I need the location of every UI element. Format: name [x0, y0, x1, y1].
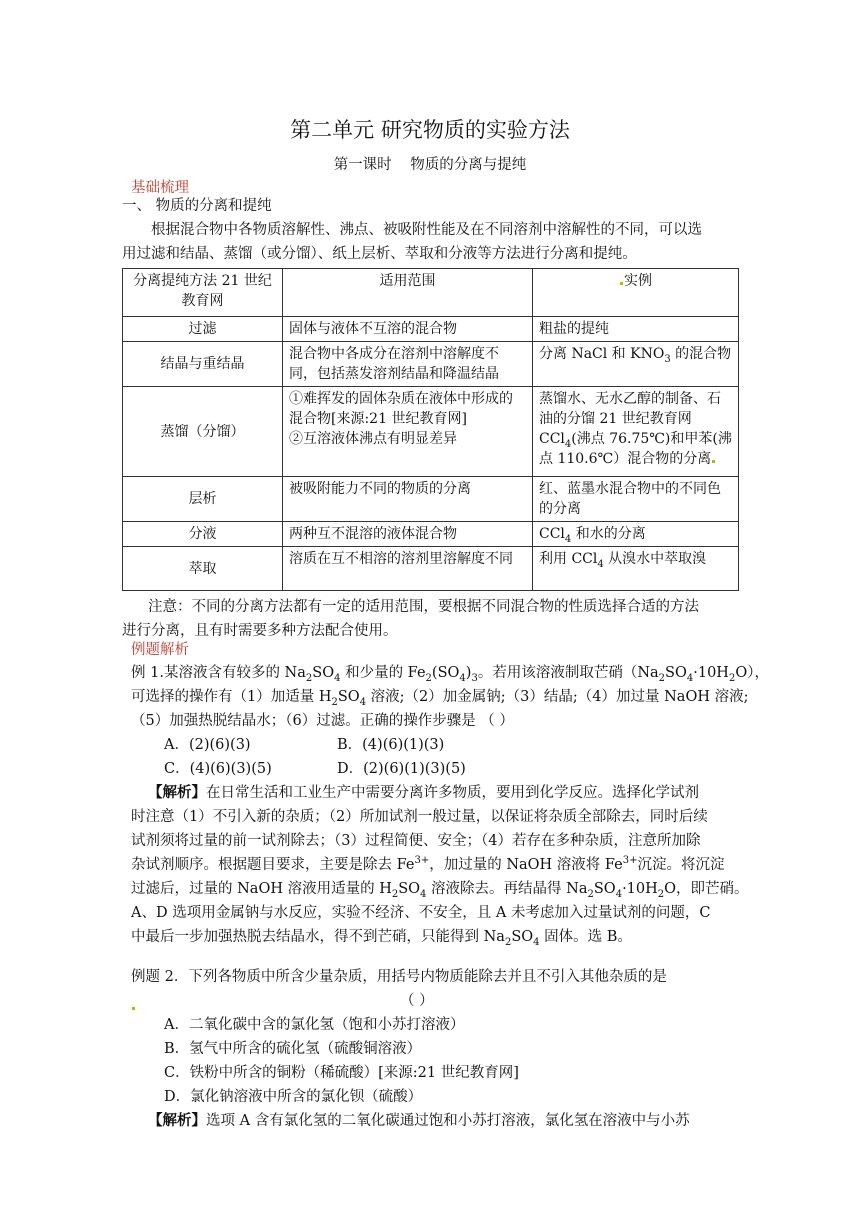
scope-cell: 两种互不混溶的液体混合物 [283, 522, 533, 547]
section-heading-examples: 例题解析 [131, 642, 189, 658]
table-row [123, 317, 739, 342]
table-row [123, 387, 739, 477]
page-subtitle: 第一课时 物质的分离与提纯 [333, 157, 527, 173]
marker-dot [712, 460, 715, 463]
table-header-example: 实例 [533, 269, 739, 317]
method-cell: 过滤 [123, 317, 283, 342]
example2-analysis-line: 【解析】选项 A 含有氯化氢的二氧化碳通过饱和小苏打溶液，氯化氢在溶液中与小苏 [148, 1112, 690, 1129]
marker-dot [131, 995, 136, 1014]
example1-analysis-line: 【解析】在日常生活和工业生产中需要分离许多物质，要用到化学反应。选择化学试剂 [148, 784, 699, 801]
table-header-row [123, 269, 739, 317]
method-cell: 分液 [123, 522, 283, 547]
example1-analysis-line: 杂试剂顺序。根据题目要求，主要是除去 $Fe^{3+}$，加过量的 NaOH 溶液将 $Fe^{3+}$沉淀。将沉淀 [131, 855, 725, 873]
example2-option-d: D．氯化钠溶液中所含的氯化钡（硫酸） [164, 1089, 423, 1105]
section-heading-basics: 基础梳理 [131, 180, 189, 196]
example1-question-line: 可选择的操作有（1）加适量 $H_2SO_4$ 溶液;（2）加金属钠;（3）结晶;（4）加过量 NaOH 溶液; [131, 689, 749, 708]
example1-analysis-line: 时注意（1）不引入新的杂质；（2）所加试剂一般过量，以保证将杂质全部除去，同时后续 [131, 809, 708, 825]
separation-methods-table [122, 268, 739, 591]
example-cell: 分离 NaCl 和 $KNO_3$ 的混合物 [533, 342, 739, 387]
example1-question-line: （5）加强热脱结晶水；（6）过滤。正确的操作步骤是 （ ） [131, 713, 514, 729]
note-line: 注意：不同的分离方法都有一定的适用范围，要根据不同混合物的性质选择合适的方法 [148, 599, 699, 615]
table-row [123, 342, 739, 387]
example2-answer-paren: （ ） [400, 993, 434, 1009]
example1-option-b: B．(4)(6)(1)(3) [337, 737, 445, 753]
example2-option-a: A．二氧化碳中含的氯化氢（饱和小苏打溶液） [164, 1017, 465, 1033]
note-line: 进行分离，且有时需要多种方法配合使用。 [122, 623, 398, 639]
intro-paragraph-line: 根据混合物中各物质溶解性、沸点、被吸附性能及在不同溶剂中溶解性的不同，可以选 [151, 222, 702, 238]
heading-separation: 一、 物质的分离和提纯 [122, 198, 272, 214]
marker-dot [620, 282, 623, 285]
example1-analysis-line: A、D 选项用金属钠与水反应，实验不经济、不安全，且 A 未考虑加入过量试剂的问题，C [131, 905, 711, 921]
example1-option-c: C．(4)(6)(3)(5) [164, 761, 272, 777]
table-header-method: 分离提纯方法 21 世纪教育网 [123, 269, 283, 317]
scope-cell: 溶质在互不相溶的溶剂里溶解度不同 [283, 547, 533, 591]
page-title: 第二单元 研究物质的实验方法 [290, 118, 570, 142]
example1-analysis-line: 过滤后，过量的 NaOH 溶液用适量的 $H_2SO_4$ 溶液除去。再结晶得 $Na_2SO_4\cdot 10H_2O$，即芒硝。 [131, 881, 749, 900]
example2-option-b: B．氢气中所含的硫化氢（硫酸铜溶液） [164, 1041, 422, 1057]
example1-option-a: A．(2)(6)(3) [164, 737, 251, 753]
example-cell: 红、蓝墨水混合物中的不同色的分离 [533, 477, 739, 522]
method-cell: 蒸馏（分馏） [123, 387, 283, 477]
example-cell: 利用 CCl$_4$ 从溴水中萃取溴 [533, 547, 739, 591]
scope-cell: ①难挥发的固体杂质在液体中形成的混合物[来源:21 世纪教育网] ②互溶液体沸点有明显差异 [283, 387, 533, 477]
example2-option-c: C．铁粉中所含的铜粉（稀硫酸）[来源:21 世纪教育网] [164, 1065, 519, 1081]
example-cell: CCl$_4$ 和水的分离 [533, 522, 739, 547]
example1-option-d: D．(2)(6)(1)(3)(5) [337, 761, 466, 777]
example-cell: 蒸馏水、无水乙醇的制备、石油的分馏 21 世纪教育网 CCl$_4$(沸点 76.75℃)和甲苯(沸点 110.6℃）混合物的分离 [533, 387, 739, 477]
example1-question-line: 例 1.某溶液含有较多的 $Na_2SO_4$ 和少量的 $Fe_2(SO_4)_3$。若用该溶液制取芒硝$(Na_2SO_4\cdot 10H_2O)$， [131, 665, 769, 684]
scope-cell: 固体与液体不互溶的混合物 [283, 317, 533, 342]
example1-analysis-line: 中最后一步加强热脱去结晶水，得不到芒硝，只能得到 $Na_2SO_4$ 固体。选 B。 [131, 929, 632, 948]
scope-cell: 混合物中各成分在溶剂中溶解度不同，包括蒸发溶剂结晶和降温结晶 [283, 342, 533, 387]
example1-analysis-line: 试剂须将过量的前一试剂除去；（3）过程简便、安全；（4）若存在多种杂质，注意所加除 [131, 833, 701, 849]
scope-cell: 被吸附能力不同的物质的分离 [283, 477, 533, 522]
table-header-scope: 适用范围 [283, 269, 533, 317]
table-row [123, 547, 739, 591]
table-row [123, 522, 739, 547]
table-row [123, 477, 739, 522]
method-cell: 结晶与重结晶 [123, 342, 283, 387]
example2-question-line: 例题 2．下列各物质中所含少量杂质，用括号内物质能除去并且不引入其他杂质的是 [131, 969, 667, 985]
example-cell: 粗盐的提纯 [533, 317, 739, 342]
method-cell: 萃取 [123, 547, 283, 591]
intro-paragraph-line: 用过滤和结晶、蒸馏（或分馏）、纸上层析、萃取和分液等方法进行分离和提纯。 [122, 246, 637, 262]
method-cell: 层析 [123, 477, 283, 522]
